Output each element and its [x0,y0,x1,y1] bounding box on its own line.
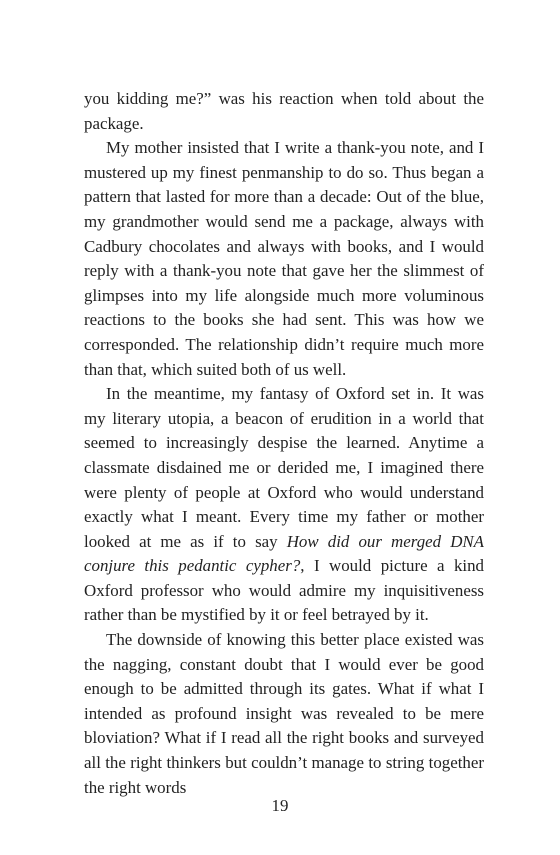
book-page-body [84,87,484,800]
page-number: 19 [271,796,289,815]
paragraph-oxford-text-end: , I would picture a kind Oxford professor who would admire my inquisitiveness rather than be mystified by it or feel betrayed by it. [84,556,485,625]
paragraph-downside: The downside of knowing this better place existed was the nagging, constant doubt that I would ever be good enough to be admitted through its gates. What if what I intended as profound insight was revealed to be mere bloviation? What if I read all the right books and surveyed all the right thinkers but couldn’t manage to string together the right words [84,630,484,797]
italic-quote: How did our merged DNA conjure this pedantic cypher? [84,531,484,576]
paragraph-oxford-text-start: In the meantime, my fantasy of Oxford set in. It was my literary utopia, a beacon of erudition in a world that seemed to increasingly despise the learned. Anytime a classmate disdained me or derided me, I imagined there were plenty of people at Oxford who would understand exactly what I meant. Every time my father or mother looked at me as if to say [84,384,484,551]
paragraph-oxford-fantasy [84,382,484,628]
paragraph-thank-you-note: My mother insisted that I write a thank-you note, and I mustered up my finest penmanship to do so. Thus began a pattern that lasted for more than a decade: Out of the blue, my grandmother would send me a package, always with Cadbury chocolates and always with books, and I would reply with a thank-you note that gave her the slimmest of glimpses into my life alongside much more voluminous reactions to the books she had sent. This was how we corresponded. The relationship didn’t require much more than that, which suited both of us well. [84,138,484,379]
paragraph-continuation: you kidding me?” was his reaction when told about the package. [84,89,484,133]
